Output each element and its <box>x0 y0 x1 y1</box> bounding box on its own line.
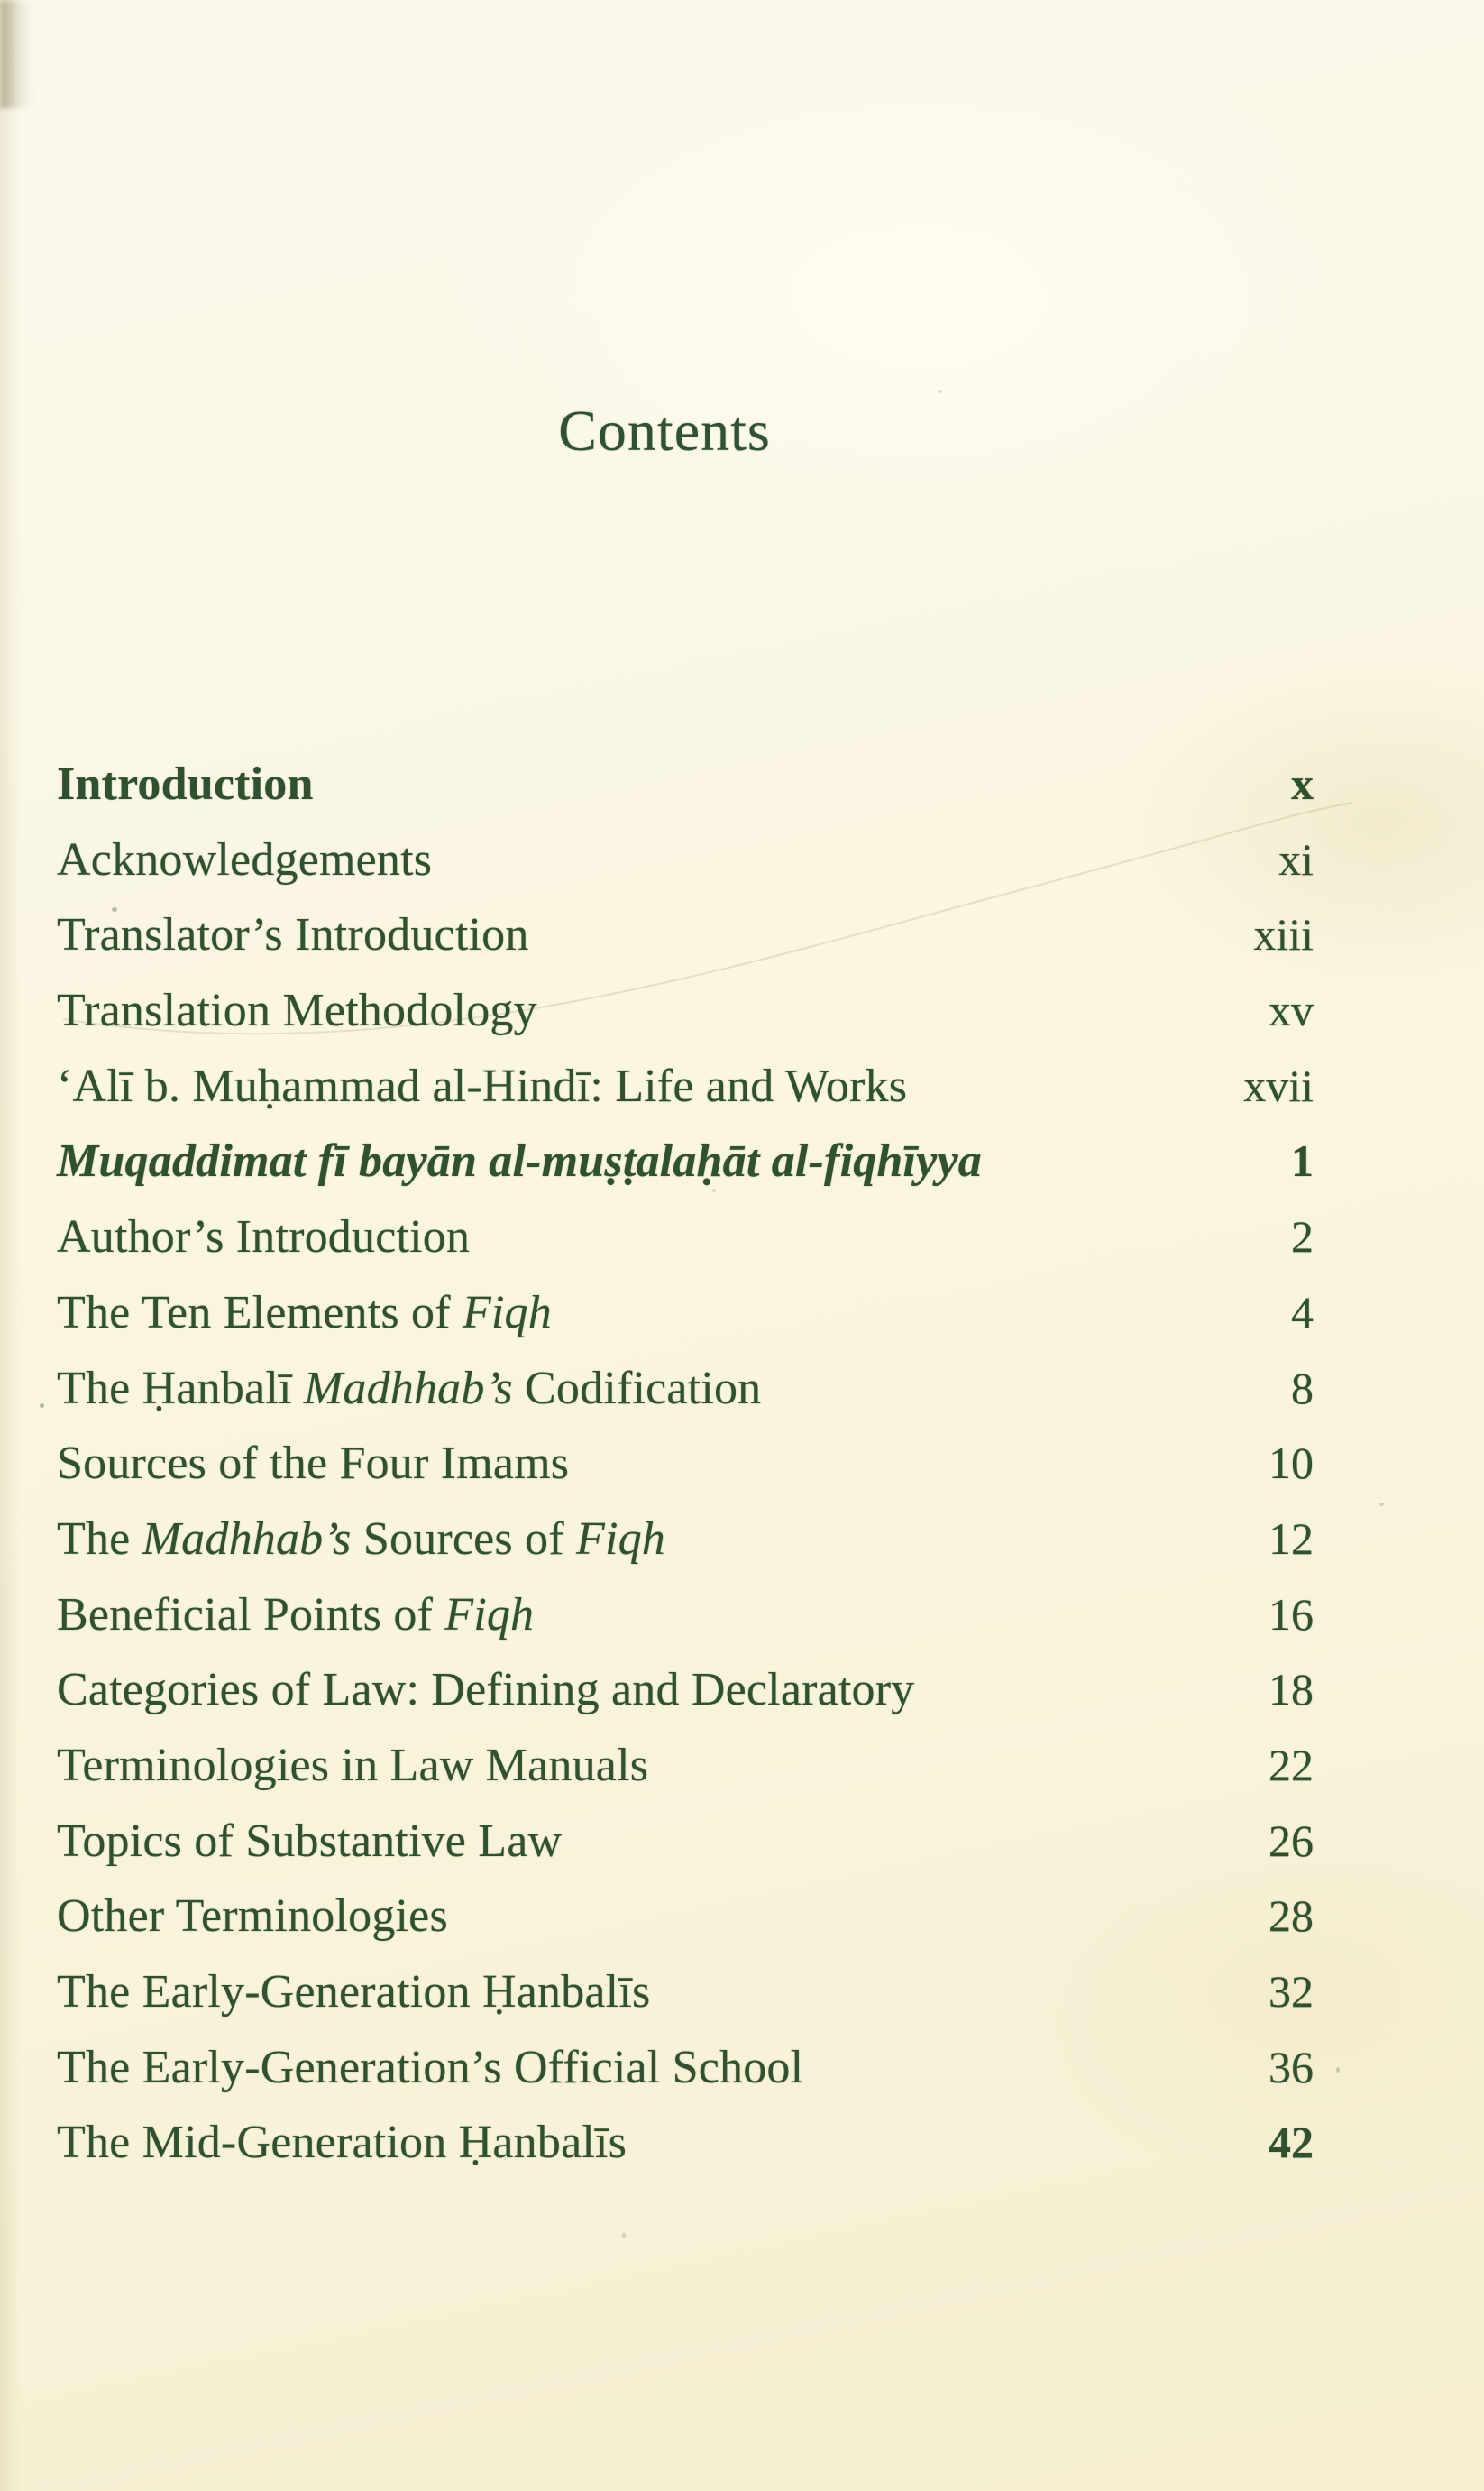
toc-entry-title <box>57 1362 761 1415</box>
toc-entry-title <box>57 1889 448 1943</box>
toc-entry-text-segment: Categories of Law: Defining and Declaratory <box>57 1664 915 1716</box>
toc-entry-page-number: 2 <box>1291 1211 1314 1263</box>
toc-entry-title <box>57 1815 562 1868</box>
toc-row <box>57 833 1315 909</box>
toc-entry-page-number: xi <box>1278 833 1314 885</box>
toc-entry-title <box>57 1286 552 1339</box>
scan-edge-shade <box>0 0 20 2491</box>
toc-row <box>57 1362 1315 1438</box>
toc-row <box>57 1739 1315 1815</box>
toc-entry-text-segment: Madhhab’s <box>303 1362 513 1414</box>
toc-row <box>57 1135 1315 1210</box>
toc-entry-page-number: 1 <box>1291 1135 1314 1187</box>
toc-entry-page-number: 18 <box>1269 1664 1314 1715</box>
scan-speck <box>712 1189 716 1192</box>
toc-entry-text-segment: Sources of the Four Imams <box>57 1438 570 1490</box>
toc-entry-text-segment: Introduction <box>57 758 314 810</box>
toc-entry-page-number: xv <box>1269 985 1314 1036</box>
toc-entry-page-number: 28 <box>1269 1890 1314 1942</box>
toc-entry-title <box>57 1437 569 1490</box>
scan-speck <box>1336 2067 1340 2073</box>
toc-entry-text-segment: Fiqh <box>575 1512 665 1565</box>
toc-entry-title <box>57 908 529 961</box>
toc-entry-title <box>57 1512 665 1566</box>
toc-entry-page-number: x <box>1291 758 1314 809</box>
toc-entry-title <box>57 2116 627 2169</box>
toc-entry-page-number: 42 <box>1269 2117 1314 2168</box>
toc-entry-text-segment: Translation Methodology <box>57 985 537 1037</box>
toc-entry-page-number: 32 <box>1269 1966 1314 2017</box>
toc-entry-page-number: 12 <box>1269 1512 1314 1564</box>
toc-entry-text-segment: Muqaddimat fī bayān al-muṣṭalaḥāt al-fiqhīyya <box>57 1135 982 1188</box>
toc-entry-page-number: 36 <box>1269 2041 1314 2092</box>
toc-entry-page-number: 8 <box>1291 1362 1314 1413</box>
toc-entry-text-segment: Madhhab’s <box>142 1512 352 1565</box>
toc-row <box>57 1210 1315 1286</box>
toc-entry-text-segment: The Mid-Generation Ḥanbalīs <box>57 2117 627 2169</box>
toc-entry-page-number: xiii <box>1253 909 1314 961</box>
toc-entry-text-segment: Sources of <box>351 1512 576 1565</box>
toc-entry-text-segment: Other Terminologies <box>57 1890 448 1943</box>
toc-row <box>57 1060 1315 1135</box>
toc-entry-text-segment: ‘Alī b. Muḥammad al-Hindī: Life and Works <box>57 1060 908 1112</box>
toc-row <box>57 1815 1315 1890</box>
toc-entry-text-segment: The Ten Elements of <box>57 1286 463 1338</box>
toc-list <box>57 758 1315 2192</box>
toc-entry-text-segment: Fiqh <box>462 1286 552 1338</box>
toc-entry-page-number: 4 <box>1291 1286 1314 1337</box>
toc-entry-title <box>57 1663 914 1716</box>
toc-entry-text-segment: The Ḥanbalī <box>57 1362 304 1414</box>
toc-row <box>57 1965 1315 2041</box>
toc-entry-text-segment: Codification <box>512 1362 762 1414</box>
toc-row <box>57 1663 1315 1739</box>
toc-entry-title <box>57 984 537 1037</box>
scan-speck <box>622 2233 626 2238</box>
scan-speck <box>40 1403 44 1408</box>
toc-entry-text-segment: Author’s Introduction <box>57 1211 471 1264</box>
toc-entry-title <box>57 1965 650 2018</box>
toc-entry-text-segment: Beneficial Points of <box>57 1588 445 1641</box>
toc-row <box>57 1588 1315 1664</box>
toc-row <box>57 984 1315 1060</box>
toc-entry-text-segment: Topics of Substantive Law <box>57 1815 563 1867</box>
toc-entry-title <box>57 833 432 887</box>
toc-entry-text-segment: The <box>57 1512 142 1565</box>
toc-entry-text-segment: The Early-Generation’s Official School <box>57 2041 804 2093</box>
toc-row <box>57 1437 1315 1512</box>
toc-entry-text-segment: Acknowledgements <box>57 833 433 886</box>
toc-row <box>57 1889 1315 1965</box>
toc-entry-text-segment: Terminologies in Law Manuals <box>57 1739 649 1791</box>
toc-entry-title <box>57 1060 907 1113</box>
toc-row <box>57 1286 1315 1362</box>
page-title: Contents <box>558 399 771 463</box>
scan-speck <box>112 907 117 912</box>
toc-entry-page-number: 10 <box>1269 1438 1314 1489</box>
toc-entry-title <box>57 1210 470 1264</box>
toc-entry-title <box>57 758 314 811</box>
toc-entry-title <box>57 1739 648 1792</box>
toc-entry-page-number: xvii <box>1243 1060 1314 1111</box>
toc-row <box>57 908 1315 984</box>
toc-row <box>57 2116 1315 2192</box>
toc-entry-title <box>57 1588 534 1641</box>
toc-entry-page-number: 16 <box>1269 1588 1314 1640</box>
scan-speck <box>1379 1503 1384 1506</box>
scan-speck <box>938 390 942 393</box>
toc-entry-text-segment: The Early-Generation Ḥanbalīs <box>57 1966 651 2018</box>
toc-entry-text-segment: Fiqh <box>444 1588 535 1641</box>
toc-entry-page-number: 26 <box>1269 1815 1314 1866</box>
toc-row <box>57 758 1315 833</box>
toc-entry-page-number: 22 <box>1269 1739 1314 1790</box>
toc-row <box>57 2041 1315 2117</box>
toc-entry-text-segment: Translator’s Introduction <box>57 909 529 961</box>
toc-entry-title <box>57 2041 803 2094</box>
toc-row <box>57 1512 1315 1588</box>
toc-entry-title <box>57 1135 982 1188</box>
